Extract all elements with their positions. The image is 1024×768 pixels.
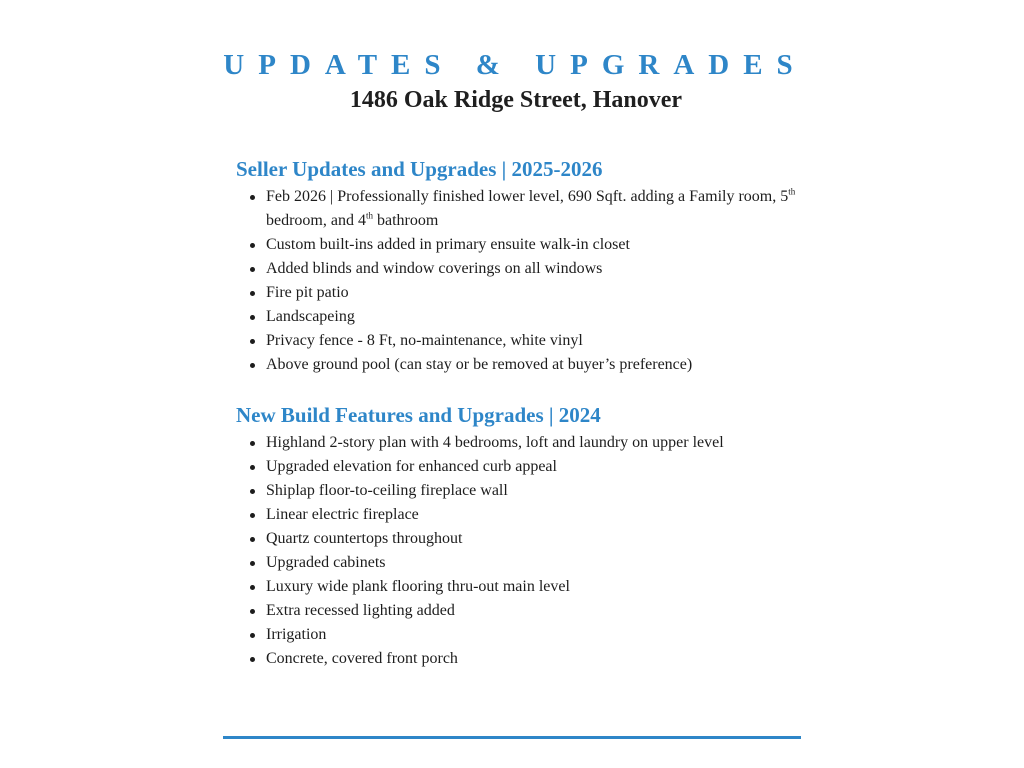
- item-text: Above ground pool (can stay or be removed at buyer’s preference): [266, 356, 693, 373]
- property-address: 1486 Oak Ridge Street, Hanover: [349, 87, 683, 113]
- list-item: [236, 623, 796, 647]
- bullet-icon: [250, 585, 255, 590]
- bullet-icon: [250, 267, 255, 272]
- bullet-icon: [250, 195, 255, 200]
- list-item: [236, 503, 796, 527]
- ordinal-suffix: th: [365, 210, 373, 221]
- list-item: [236, 257, 796, 281]
- bullet-icon: [250, 243, 255, 248]
- list-item: [236, 575, 796, 599]
- section-heading: Seller Updates and Upgrades | 2025-2026: [236, 157, 603, 181]
- bullet-icon: [250, 465, 255, 470]
- item-text: Linear electric fireplace: [266, 506, 419, 523]
- list-item: [236, 599, 796, 623]
- bullet-icon: [250, 489, 255, 494]
- section-heading: New Build Features and Upgrades | 2024: [236, 403, 601, 427]
- item-text: Irrigation: [266, 626, 327, 643]
- item-text: Concrete, covered front porch: [266, 650, 458, 667]
- list-item: [236, 185, 796, 233]
- item-text: Custom built-ins added in primary ensuite walk-in closet: [266, 236, 630, 253]
- list-item: [236, 353, 796, 377]
- bullet-icon: [250, 633, 255, 638]
- bullet-icon: [250, 609, 255, 614]
- item-text: Privacy fence - 8 Ft, no-maintenance, white vinyl: [266, 332, 583, 349]
- bullet-icon: [250, 657, 255, 662]
- item-text: Upgraded cabinets: [266, 554, 386, 571]
- item-text: Landscapeing: [266, 308, 355, 325]
- item-text-part: Feb 2026 | Professionally finished lower level, 690 Sqft. adding a Family room, 5: [266, 188, 789, 205]
- page-title: UPDATES & UPGRADES: [223, 49, 807, 81]
- item-text: Fire pit patio: [266, 284, 349, 301]
- item-text: Quartz countertops throughout: [266, 530, 463, 547]
- bullet-icon: [250, 441, 255, 446]
- bullet-icon: [250, 537, 255, 542]
- list-item: [236, 527, 796, 551]
- list-item: [236, 329, 796, 353]
- bullet-icon: [250, 561, 255, 566]
- item-text: Highland 2-story plan with 4 bedrooms, loft and laundry on upper level: [266, 434, 724, 451]
- item-text-part: bedroom, and 4: [266, 212, 366, 229]
- bullet-icon: [250, 291, 255, 296]
- list-item: [236, 479, 796, 503]
- item-text: Added blinds and window coverings on all windows: [266, 260, 603, 277]
- seller-updates-list: [236, 185, 796, 377]
- item-text: Extra recessed lighting added: [266, 602, 455, 619]
- bullet-icon: [250, 339, 255, 344]
- new-build-section: [236, 400, 796, 671]
- list-item: [236, 647, 796, 671]
- footer-divider: [223, 736, 801, 739]
- item-text: Shiplap floor-to-ceiling fireplace wall: [266, 482, 508, 499]
- list-item: [236, 455, 796, 479]
- ordinal-suffix: th: [788, 186, 796, 197]
- list-item: [236, 281, 796, 305]
- list-item: [236, 551, 796, 575]
- new-build-list: [236, 431, 796, 671]
- list-item: [236, 233, 796, 257]
- bullet-icon: [250, 513, 255, 518]
- list-item: [236, 305, 796, 329]
- item-text: Luxury wide plank flooring thru-out main level: [266, 578, 570, 595]
- bullet-icon: [250, 363, 255, 368]
- item-text: Upgraded elevation for enhanced curb appeal: [266, 458, 557, 475]
- seller-updates-section: [236, 154, 796, 377]
- bullet-icon: [250, 315, 255, 320]
- list-item: [236, 431, 796, 455]
- item-text-part: bathroom: [373, 212, 439, 229]
